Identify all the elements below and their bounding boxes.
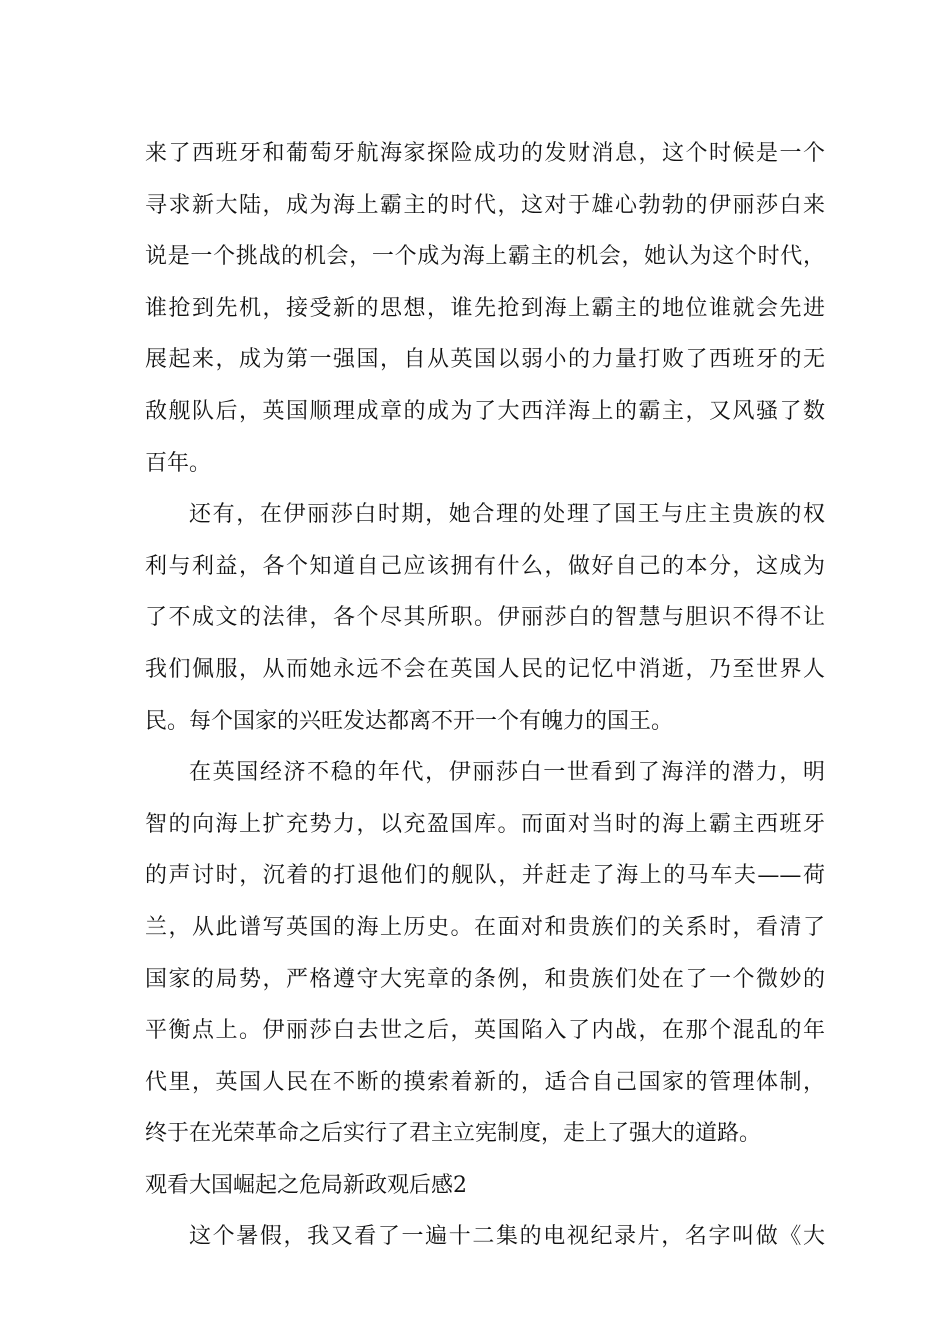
text-line: 谁抢到先机，接受新的思想，谁先抢到海上霸主的地位谁就会先进 [145,295,825,321]
text-line: 代里，英国人民在不断的摸索着新的，适合自己国家的管理体制， [145,1069,825,1095]
paragraph-1 [145,128,825,489]
text-line: 百年。 [145,450,212,476]
text-line: 了不成文的法律，各个尽其所职。伊丽莎白的智慧与胆识不得不让 [145,605,825,631]
text-line: 展起来，成为第一强国，自从英国以弱小的力量打败了西班牙的无 [145,347,825,373]
paragraph-3 [145,747,825,1160]
paragraph-4 [145,1211,825,1263]
text-line: 这个暑假，我又看了一遍十二集的电视纪录片，名字叫做《大 [189,1224,825,1250]
text-line: 寻求新大陆，成为海上霸主的时代，这对于雄心勃勃的伊丽莎白来 [145,192,825,218]
text-line: 智的向海上扩充势力，以充盈国库。而面对当时的海上霸主西班牙 [145,811,825,837]
text-line: 的声讨时，沉着的打退他们的舰队，并赶走了海上的马车夫——荷 [145,863,825,889]
text-line: 终于在光荣革命之后实行了君主立宪制度，走上了强大的道路。 [145,1121,762,1147]
text-line: 敌舰队后，英国顺理成章的成为了大西洋海上的霸主，又风骚了数 [145,398,825,424]
text-line: 兰，从此谱写英国的海上历史。在面对和贵族们的关系时，看清了 [145,914,825,940]
text-line: 国家的局势，严格遵守大宪章的条例，和贵族们处在了一个微妙的 [145,966,825,992]
text-line: 在英国经济不稳的年代，伊丽莎白一世看到了海洋的潜力，明 [189,760,825,786]
text-line: 民。每个国家的兴旺发达都离不开一个有魄力的国王。 [145,708,674,734]
text-line: 我们佩服，从而她永远不会在英国人民的记忆中消逝，乃至世界人 [145,656,825,682]
text-line: 还有，在伊丽莎白时期，她合理的处理了国王与庄主贵族的权 [189,502,825,528]
text-line: 说是一个挑战的机会，一个成为海上霸主的机会，她认为这个时代， [145,244,825,270]
paragraph-2 [145,489,825,747]
document-body [145,128,825,1263]
section-heading: 观看大国崛起之危局新政观后感2 [145,1172,467,1198]
text-line: 来了西班牙和葡萄牙航海家探险成功的发财消息，这个时候是一个 [145,141,825,166]
text-line: 利与利益，各个知道自己应该拥有什么，做好自己的本分，这成为 [145,553,825,579]
text-line: 平衡点上。伊丽莎白去世之后，英国陷入了内战，在那个混乱的年 [145,1018,825,1044]
